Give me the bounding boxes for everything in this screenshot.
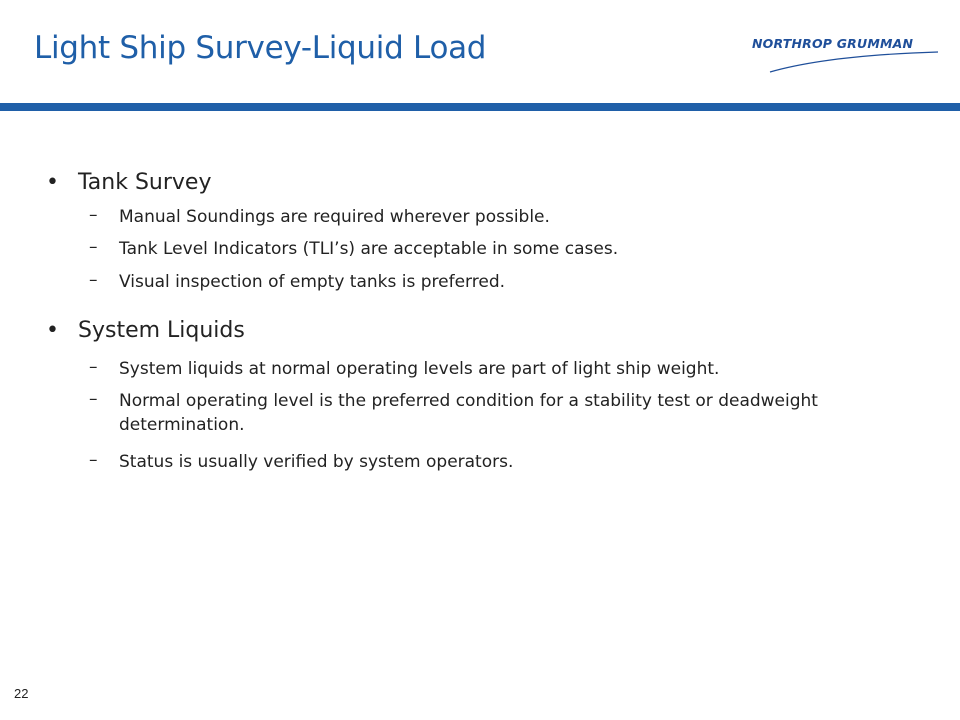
section-heading-tank-survey: Tank Survey [78, 170, 212, 195]
dash-marker: – [89, 270, 98, 290]
title-divider [0, 103, 960, 111]
bullet-marker: • [46, 170, 59, 195]
list-item: System liquids at normal operating levels are part of light ship weight. [119, 359, 720, 379]
section-heading-system-liquids: System Liquids [78, 318, 245, 343]
list-item: Tank Level Indicators (TLI’s) are acceptable in some cases. [119, 239, 619, 259]
list-item: Status is usually verified by system operators. [119, 452, 514, 472]
logo-swoosh-icon [752, 30, 942, 76]
dash-marker: – [89, 205, 98, 225]
dash-marker: – [89, 357, 98, 377]
dash-marker: – [89, 389, 98, 409]
logo-wordmark: NORTHROP GRUMMAN [752, 36, 914, 51]
list-item: Manual Soundings are required wherever possible. [119, 207, 550, 227]
list-item: Visual inspection of empty tanks is preferred. [119, 272, 506, 292]
page-title: Light Ship Survey-Liquid Load [34, 30, 487, 66]
list-item: Normal operating level is the preferred condition for a stability test or deadweight determination. [119, 391, 818, 435]
company-logo [752, 30, 942, 76]
bullet-marker: • [46, 318, 59, 343]
dash-marker: – [89, 450, 98, 470]
dash-marker: – [89, 237, 98, 257]
page-number: 22 [14, 686, 29, 701]
